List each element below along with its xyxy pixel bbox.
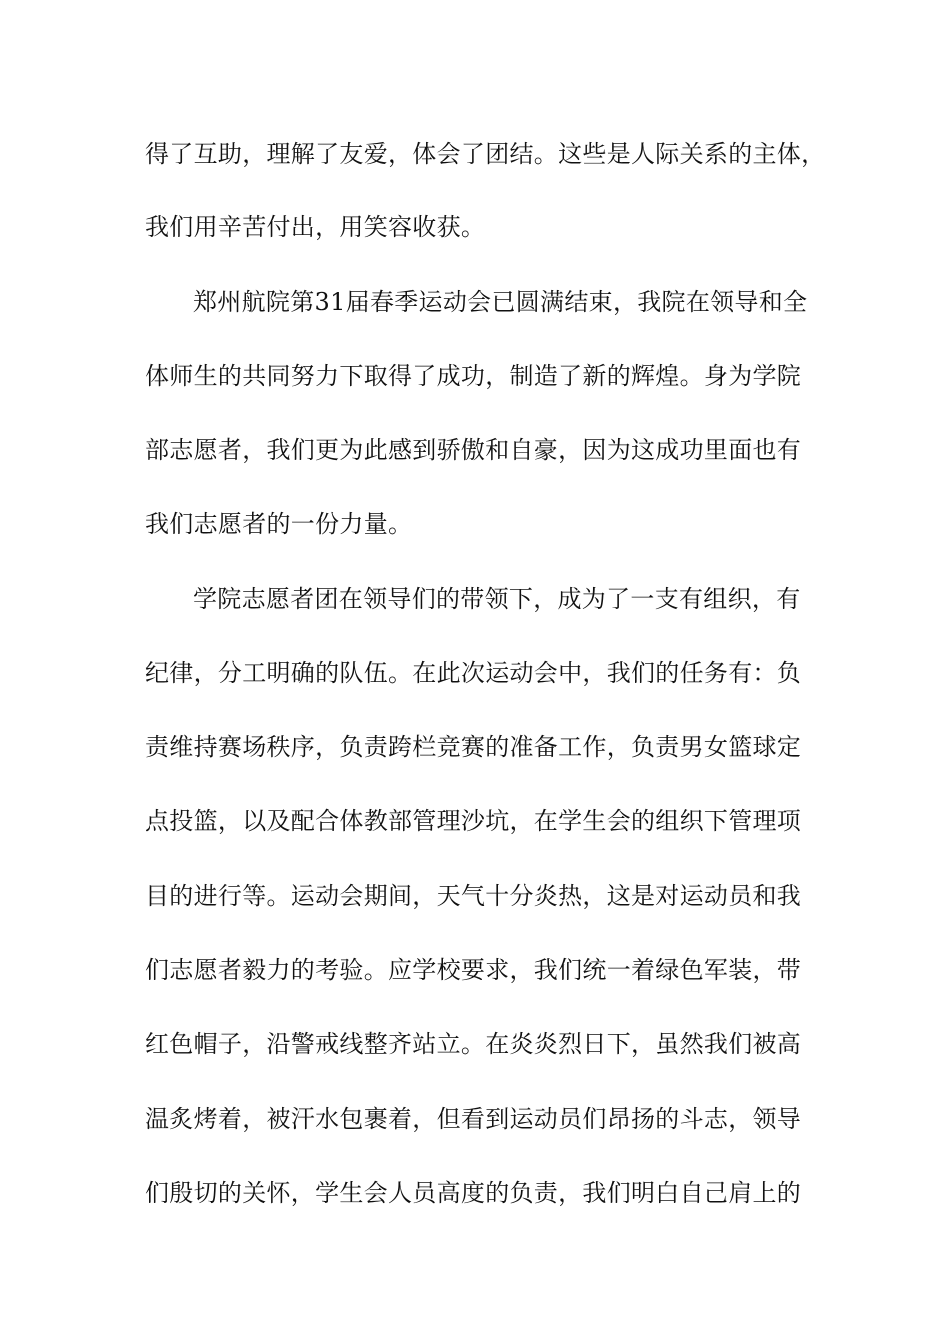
text-line: 目的进行等。运动会期间，天气十分炎热，这是对运动员和我 bbox=[145, 882, 802, 910]
text-line: 部志愿者，我们更为此感到骄傲和自豪，因为这成功里面也有 bbox=[145, 436, 802, 464]
text-line: 纪律，分工明确的队伍。在此次运动会中，我们的任务有：负 bbox=[145, 659, 802, 687]
text-line: 得了互助，理解了友爱，体会了团结。这些是人际关系的主体， bbox=[145, 140, 826, 168]
text-line: 点投篮，以及配合体教部管理沙坑，在学生会的组织下管理项 bbox=[145, 807, 802, 835]
text-line-paragraph-start: 学院志愿者团在领导们的带领下，成为了一支有组织，有 bbox=[193, 585, 801, 613]
text-line: 温炙烤着，被汗水包裹着，但看到运动员们昂扬的斗志，领导 bbox=[145, 1105, 802, 1133]
text-line: 责维持赛场秩序，负责跨栏竞赛的准备工作，负责男女篮球定 bbox=[145, 733, 802, 761]
text-line: 们殷切的关怀，学生会人员高度的负责，我们明白自己肩上的 bbox=[145, 1179, 802, 1207]
text-line: 我们用辛苦付出，用笑容收获。 bbox=[145, 213, 486, 241]
text-line: 体师生的共同努力下取得了成功，制造了新的辉煌。身为学院 bbox=[145, 362, 802, 390]
text-line-paragraph-start: 郑州航院第31届春季运动会已圆满结束，我院在领导和全 bbox=[193, 288, 808, 316]
text-line: 我们志愿者的一份力量。 bbox=[145, 510, 413, 538]
text-line: 们志愿者毅力的考验。应学校要求，我们统一着绿色军装，带 bbox=[145, 956, 802, 984]
text-line: 红色帽子，沿警戒线整齐站立。在炎炎烈日下，虽然我们被高 bbox=[145, 1030, 802, 1058]
